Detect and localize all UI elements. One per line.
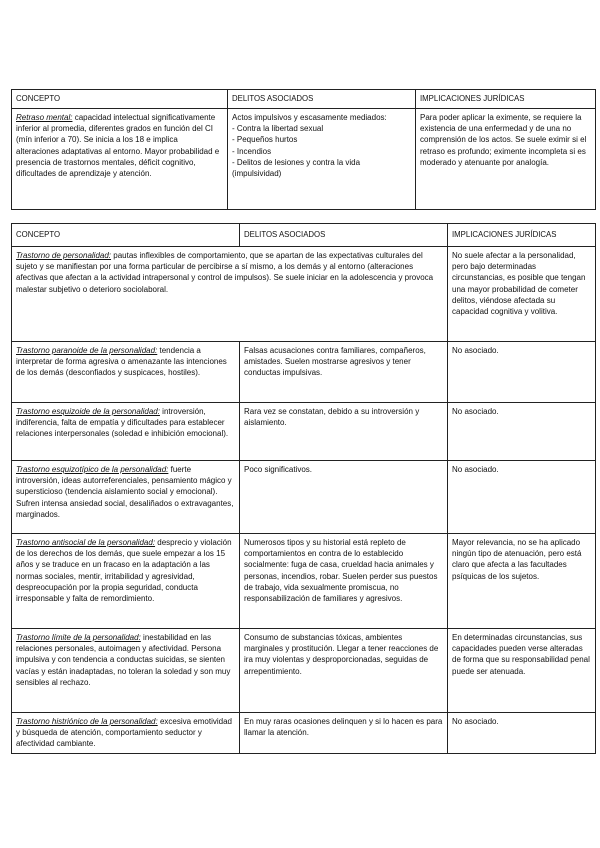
header-concepto: CONCEPTO xyxy=(12,224,240,247)
crime-item: - Delitos de lesiones y contra la vida (impulsividad) xyxy=(232,157,361,179)
legal-cell: No asociado. xyxy=(448,403,596,461)
concept-cell xyxy=(12,109,228,210)
table-row xyxy=(12,342,596,403)
concept-text: capacidad intelectual significativamente inferior al promedia, diferentes grados en función del CI (mín inferior a 70). Se inicia a los 18 e implica alteraciones adaptativas al entorno. Mayor probabilidad e presencia de trastornos mentales, déficit cognitivo, dificultades de aprendizaje y atención. xyxy=(16,113,220,179)
concept-cell xyxy=(12,403,240,461)
table-row xyxy=(12,713,596,754)
concept-term: Trastorno esquizotípico de la personalidad: xyxy=(16,465,169,474)
concept-cell xyxy=(12,629,240,713)
concept-cell xyxy=(12,247,448,342)
table-row xyxy=(12,403,596,461)
crimes-cell: Poco significativos. xyxy=(240,461,448,534)
concept-text: introversión, indiferencia, falta de empatía y dificultades para establecer relaciones interpersonales (soledad e inhibición emocional). xyxy=(16,407,229,439)
legal-cell: No asociado. xyxy=(448,342,596,403)
table-retraso-mental xyxy=(11,89,596,210)
legal-cell: En determinadas circunstancias, sus capacidades pueden verse alteradas de forma que su responsabilidad penal puede ser atenuada. xyxy=(448,629,596,713)
legal-cell: No asociado. xyxy=(448,461,596,534)
concept-term: Trastorno paranoide de la personalidad: xyxy=(16,346,158,355)
table-row xyxy=(12,247,596,342)
legal-cell: No asociado. xyxy=(448,713,596,754)
concept-cell xyxy=(12,461,240,534)
concept-text: fuerte introversión, ideas autorreferenciales, pensamiento mágico y supersticioso (tendencia aislamiento social y emocional). Sufren intensa ansiedad social, desaliñados o extravagantes, marginados. xyxy=(16,465,234,519)
legal-cell: Para poder aplicar la eximente, se requiere la existencia de una enfermedad y de una no comprensión de los actos. Se suele eximir si el retraso es profundo; eximente incompleta si es moderado y atenuante por analogía. xyxy=(416,109,596,210)
crimes-cell: En muy raras ocasiones delinquen y si lo hacen es para llamar la atención. xyxy=(240,713,448,754)
concept-term: Trastorno límite de la personalidad: xyxy=(16,633,141,642)
header-implicaciones: IMPLICACIONES JURÍDICAS xyxy=(448,224,596,247)
crimes-cell xyxy=(228,109,416,210)
table-trastornos-personalidad xyxy=(11,223,596,754)
concept-cell xyxy=(12,713,240,754)
crimes-intro: Actos impulsivos y escasamente mediados: xyxy=(232,113,387,122)
header-delitos: DELITOS ASOCIADOS xyxy=(228,90,416,109)
crime-item: - Contra la libertad sexual xyxy=(232,124,324,134)
table-header-row xyxy=(12,90,596,109)
concept-text: desprecio y violación de los derechos de los demás, que suele empezar a los 15 años y se traduce en un fracaso en la adaptación a las normas sociales, mentir, irritabilidad y agresividad, despreocupación por la propia seguridad, conducta irresponsable y falta de remordimiento. xyxy=(16,538,232,604)
table-row xyxy=(12,534,596,629)
concept-term: Trastorno histriónico de la personalidad: xyxy=(16,717,158,726)
header-implicaciones: IMPLICACIONES JURÍDICAS xyxy=(416,90,596,109)
concept-term: Trastorno de personalidad: xyxy=(16,251,112,260)
table-row xyxy=(12,629,596,713)
table-header-row xyxy=(12,224,596,247)
crimes-cell: Rara vez se constatan, debido a su introversión y aislamiento. xyxy=(240,403,448,461)
crime-item: - Pequeños hurtos xyxy=(232,135,298,145)
legal-cell: Mayor relevancia, no se ha aplicado ningún tipo de atenuación, pero está claro que afecta a las facultades psíquicas de los sujetos. xyxy=(448,534,596,629)
table-row xyxy=(12,109,596,210)
concept-text: inestabilidad en las relaciones personales, autoimagen y afectividad. Persona impulsiva y con tendencia a conductas suicidas, se sienten vacías y están inadaptadas, no toleran la soledad y son muy sensibles al rechazo. xyxy=(16,633,231,687)
header-concepto: CONCEPTO xyxy=(12,90,228,109)
concept-term: Trastorno esquizoide de la personalidad: xyxy=(16,407,160,416)
concept-text: tendencia a interpretar de forma agresiva o amenazante las intenciones de los demás (desconfiados y suspicaces, hostiles). xyxy=(16,346,227,378)
concept-term: Retraso mental: xyxy=(16,113,73,122)
crimes-cell: Numerosos tipos y su historial está repleto de comportamientos en contra de lo establecido socialmente: fuga de casa, crueldad hacia animales y personas, incendios, robar. Suelen perder sus puestos de trabajo, vida sexualmente promiscua, no responsabilización de familiares y agresivos. xyxy=(240,534,448,629)
crime-item: - Incendios xyxy=(232,146,272,156)
concept-text: pautas inflexibles de comportamiento, que se apartan de las expectativas culturales del sujeto y se manifiestan por una forma particular de percibirse a sí mismo, a los demás y al entorno (alteraciones afectivas que afectan a la actividad intrapersonal y control de impulsos). Se suele iniciar en la adolescencia y provoca malestar subjetivo o deterioro sociolaboral. xyxy=(16,251,434,294)
table-row xyxy=(12,461,596,534)
concept-term: Trastorno antisocial de la personalidad: xyxy=(16,538,156,547)
header-delitos: DELITOS ASOCIADOS xyxy=(240,224,448,247)
crimes-cell: Consumo de substancias tóxicas, ambientes marginales y prostitución. Llegar a tener reacciones de ira muy violentas y desproporcionadas, seguidas de arrepentimiento. xyxy=(240,629,448,713)
concept-text: excesiva emotividad y búsqueda de atención, comportamiento seductor y afectividad cambiante. xyxy=(16,717,232,749)
concept-cell xyxy=(12,342,240,403)
legal-cell: No suele afectar a la personalidad, pero bajo determinadas circunstancias, es posible que tengan una mayor probabilidad de cometer delitos, viéndose afectada su capacidad cognitiva y volitiva. xyxy=(448,247,596,342)
crimes-cell: Falsas acusaciones contra familiares, compañeros, amistades. Suelen mostrarse agresivos y tener conductas impulsivas. xyxy=(240,342,448,403)
concept-cell xyxy=(12,534,240,629)
